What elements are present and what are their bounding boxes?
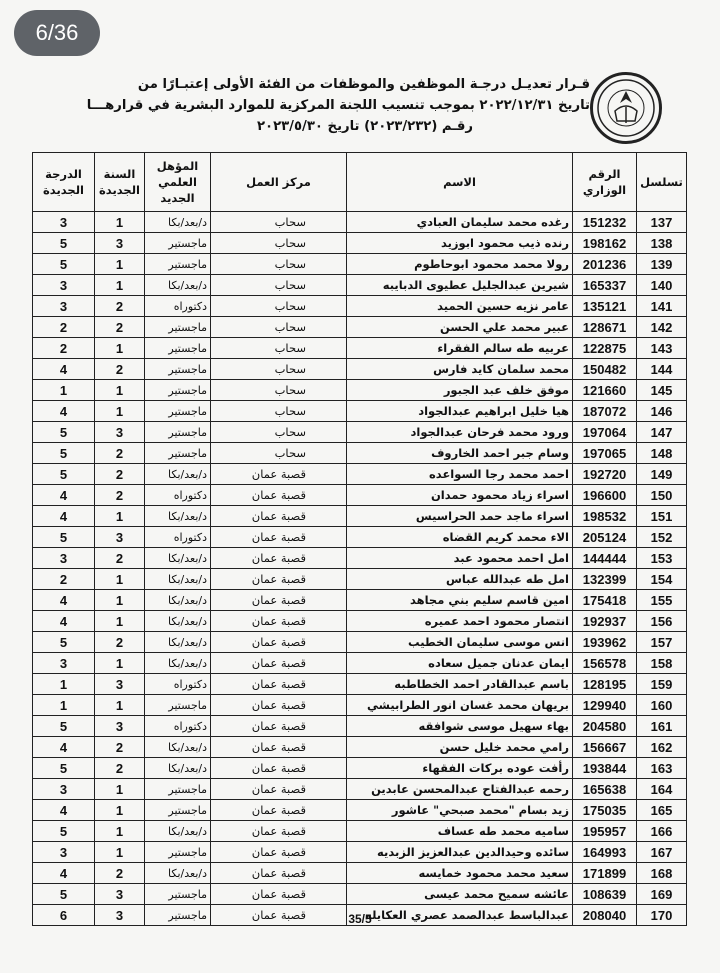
header-line-3: رقـم (٢٠٢٣/٢٣٢) تاريخ ٢٠٢٣/٥/٣٠ [256,119,474,134]
page-counter-badge: 6/36 [14,10,100,56]
cell-serial: 143 [637,338,687,359]
cell-grade: 5 [33,527,95,548]
cell-work-center: سحاب [211,212,347,233]
cell-grade: 5 [33,632,95,653]
cell-grade: 2 [33,569,95,590]
table-row [33,842,687,863]
cell-serial: 163 [637,758,687,779]
cell-work-center: سحاب [211,422,347,443]
cell-year: 1 [95,506,145,527]
cell-grade: 5 [33,233,95,254]
cell-grade: 1 [33,674,95,695]
cell-qualification: د/بعد/بكا [145,737,211,758]
cell-ministry-no: 198162 [573,233,637,254]
table-row [33,758,687,779]
cell-qualification: د/بعد/بكا [145,590,211,611]
cell-serial: 156 [637,611,687,632]
cell-name: اسراء زياد محمود حمدان [347,485,573,506]
table-row [33,695,687,716]
cell-qualification: د/بعد/بكا [145,212,211,233]
cell-year: 3 [95,905,145,926]
cell-ministry-no: 151232 [573,212,637,233]
cell-serial: 151 [637,506,687,527]
cell-serial: 142 [637,317,687,338]
cell-name: امل طه عبدالله عباس [347,569,573,590]
cell-ministry-no: 187072 [573,401,637,422]
col-serial: تسلسل [637,153,687,212]
cell-qualification: د/بعد/بكا [145,653,211,674]
cell-serial: 162 [637,737,687,758]
cell-year: 1 [95,800,145,821]
cell-work-center: قصبة عمان [211,632,347,653]
cell-ministry-no: 150482 [573,359,637,380]
cell-name: عبدالباسط عبدالصمد عصري العكايله [347,905,573,926]
cell-ministry-no: 198532 [573,506,637,527]
cell-name: شيرين عبدالجليل عطيوى الدبايبه [347,275,573,296]
cell-grade: 2 [33,338,95,359]
cell-ministry-no: 128195 [573,674,637,695]
cell-name: عربيه طه سالم الفقراء [347,338,573,359]
cell-grade: 5 [33,716,95,737]
cell-name: باسم عبدالقادر احمد الخطاطبه [347,674,573,695]
table-row [33,275,687,296]
cell-name: انتصار محمود احمد عميره [347,611,573,632]
cell-work-center: قصبة عمان [211,737,347,758]
cell-name: ايمان عدنان جميل سعاده [347,653,573,674]
cell-serial: 148 [637,443,687,464]
cell-serial: 170 [637,905,687,926]
table-row [33,380,687,401]
cell-grade: 4 [33,590,95,611]
cell-work-center: سحاب [211,380,347,401]
cell-serial: 158 [637,653,687,674]
table-row [33,254,687,275]
cell-serial: 137 [637,212,687,233]
cell-serial: 157 [637,632,687,653]
header-line-2: تاريخ ٢٠٢٢/١٢/٣١ بموجب تنسيب اللجنة المركزية للموارد البشرية في قرارهـــا [86,98,590,113]
cell-year: 2 [95,863,145,884]
cell-year: 3 [95,233,145,254]
cell-year: 2 [95,548,145,569]
cell-name: انس موسى سليمان الخطيب [347,632,573,653]
cell-serial: 161 [637,716,687,737]
cell-ministry-no: 196600 [573,485,637,506]
cell-grade: 5 [33,821,95,842]
cell-work-center: سحاب [211,338,347,359]
table-row [33,800,687,821]
cell-name: سعيد محمد محمود خمايسه [347,863,573,884]
cell-ministry-no: 197065 [573,443,637,464]
cell-ministry-no: 197064 [573,422,637,443]
cell-name: وسام جبر احمد الخاروف [347,443,573,464]
table-row [33,590,687,611]
cell-name: ورود محمد فرحان عبدالجواد [347,422,573,443]
cell-year: 1 [95,842,145,863]
cell-ministry-no: 156578 [573,653,637,674]
cell-year: 1 [95,611,145,632]
cell-name: سائده وحيدالدين عبدالعزيز الزبديه [347,842,573,863]
cell-qualification: د/بعد/بكا [145,863,211,884]
cell-year: 3 [95,716,145,737]
cell-qualification: دكتوراه [145,674,211,695]
cell-serial: 139 [637,254,687,275]
col-qualification: المؤهل العلمي الجديد [145,153,211,212]
cell-qualification: دكتوراه [145,296,211,317]
cell-serial: 145 [637,380,687,401]
col-grade: الدرجة الجديدة [33,153,95,212]
cell-work-center: سحاب [211,275,347,296]
table-row [33,611,687,632]
cell-qualification: ماجستير [145,401,211,422]
cell-work-center: سحاب [211,317,347,338]
ministry-emblem-icon [590,72,662,144]
cell-serial: 152 [637,527,687,548]
cell-grade: 4 [33,800,95,821]
cell-year: 1 [95,821,145,842]
cell-work-center: قصبة عمان [211,821,347,842]
cell-ministry-no: 165638 [573,779,637,800]
cell-serial: 165 [637,800,687,821]
cell-qualification: د/بعد/بكا [145,611,211,632]
cell-qualification: دكتوراه [145,527,211,548]
cell-serial: 154 [637,569,687,590]
col-year: السنة الجديدة [95,153,145,212]
cell-work-center: قصبة عمان [211,485,347,506]
cell-serial: 164 [637,779,687,800]
cell-year: 2 [95,485,145,506]
cell-work-center: قصبة عمان [211,905,347,926]
cell-grade: 5 [33,464,95,485]
cell-name: بهاء سهيل موسى شوافقه [347,716,573,737]
cell-name: هيا خليل ابراهيم عبدالجواد [347,401,573,422]
cell-work-center: قصبة عمان [211,674,347,695]
page-footer-number: 35/5 [348,912,372,926]
cell-work-center: قصبة عمان [211,800,347,821]
cell-serial: 147 [637,422,687,443]
cell-ministry-no: 175418 [573,590,637,611]
cell-qualification: د/بعد/بكا [145,632,211,653]
cell-qualification: د/بعد/بكا [145,548,211,569]
cell-name: امين قاسم سليم بني مجاهد [347,590,573,611]
cell-year: 2 [95,296,145,317]
cell-grade: 1 [33,695,95,716]
table-row [33,464,687,485]
cell-year: 1 [95,569,145,590]
table-row [33,632,687,653]
cell-year: 1 [95,653,145,674]
cell-serial: 153 [637,548,687,569]
table-row [33,317,687,338]
cell-name: ساميه محمد طه عساف [347,821,573,842]
cell-serial: 146 [637,401,687,422]
cell-qualification: ماجستير [145,233,211,254]
cell-name: رحمه عبدالفتاح عبدالمحسن عابدين [347,779,573,800]
cell-grade: 4 [33,737,95,758]
cell-ministry-no: 193844 [573,758,637,779]
cell-name: الاء محمد كريم القضاه [347,527,573,548]
cell-grade: 3 [33,275,95,296]
cell-ministry-no: 192937 [573,611,637,632]
cell-work-center: سحاب [211,401,347,422]
cell-grade: 4 [33,359,95,380]
cell-name: رولا محمد محمود ابوحاطوم [347,254,573,275]
cell-qualification: ماجستير [145,800,211,821]
cell-qualification: ماجستير [145,443,211,464]
cell-year: 1 [95,401,145,422]
cell-grade: 4 [33,401,95,422]
header-line-1: قـرار تعديـل درجـة الموظفين والموظفات من الفئة الأولى إعتبـارًا من [137,77,590,92]
cell-qualification: ماجستير [145,359,211,380]
cell-qualification: د/بعد/بكا [145,464,211,485]
table-row [33,233,687,254]
cell-work-center: سحاب [211,296,347,317]
cell-name: محمد سلمان كايد فارس [347,359,573,380]
cell-grade: 3 [33,296,95,317]
cell-work-center: قصبة عمان [211,611,347,632]
cell-name: زيد بسام "محمد صبحي" عاشور [347,800,573,821]
cell-work-center: قصبة عمان [211,527,347,548]
cell-grade: 5 [33,254,95,275]
cell-work-center: قصبة عمان [211,653,347,674]
cell-name: امل احمد محمود عبد [347,548,573,569]
cell-qualification: د/بعد/بكا [145,821,211,842]
cell-year: 2 [95,359,145,380]
cell-year: 2 [95,317,145,338]
cell-serial: 138 [637,233,687,254]
cell-qualification: د/بعد/بكا [145,758,211,779]
cell-serial: 144 [637,359,687,380]
cell-qualification: دكتوراه [145,485,211,506]
table-row [33,779,687,800]
table-row [33,674,687,695]
col-name: الاسم [347,153,573,212]
table-row [33,569,687,590]
cell-qualification: ماجستير [145,842,211,863]
cell-ministry-no: 175035 [573,800,637,821]
table-row [33,422,687,443]
cell-grade: 6 [33,905,95,926]
cell-qualification: ماجستير [145,779,211,800]
cell-ministry-no: 128671 [573,317,637,338]
cell-ministry-no: 108639 [573,884,637,905]
cell-qualification: ماجستير [145,884,211,905]
table-row [33,527,687,548]
cell-grade: 4 [33,506,95,527]
cell-ministry-no: 192720 [573,464,637,485]
cell-ministry-no: 121660 [573,380,637,401]
cell-ministry-no: 195957 [573,821,637,842]
cell-work-center: قصبة عمان [211,464,347,485]
cell-ministry-no: 205124 [573,527,637,548]
cell-work-center: قصبة عمان [211,884,347,905]
col-work-center: مركز العمل [211,153,347,212]
cell-work-center: قصبة عمان [211,716,347,737]
cell-year: 1 [95,695,145,716]
col-ministry-no: الرقم الوزاري [573,153,637,212]
cell-grade: 4 [33,485,95,506]
cell-serial: 149 [637,464,687,485]
cell-qualification: ماجستير [145,380,211,401]
cell-name: عامر نزيه حسين الحميد [347,296,573,317]
cell-name: رنده ذيب محمود ابوزيد [347,233,573,254]
cell-ministry-no: 156667 [573,737,637,758]
cell-ministry-no: 165337 [573,275,637,296]
table-row [33,338,687,359]
cell-ministry-no: 171899 [573,863,637,884]
cell-qualification: ماجستير [145,695,211,716]
cell-work-center: قصبة عمان [211,569,347,590]
cell-work-center: قصبة عمان [211,863,347,884]
cell-year: 1 [95,380,145,401]
cell-grade: 1 [33,380,95,401]
cell-serial: 141 [637,296,687,317]
cell-grade: 5 [33,422,95,443]
cell-name: بريهان محمد غسان انور الطرابيشي [347,695,573,716]
cell-work-center: سحاب [211,254,347,275]
cell-grade: 3 [33,779,95,800]
cell-ministry-no: 201236 [573,254,637,275]
table-row [33,548,687,569]
employees-table [32,152,687,926]
cell-ministry-no: 204580 [573,716,637,737]
cell-year: 1 [95,779,145,800]
table-row [33,506,687,527]
table-row [33,863,687,884]
cell-work-center: قصبة عمان [211,779,347,800]
table-row [33,821,687,842]
cell-name: عائشه سميح محمد عيسى [347,884,573,905]
cell-year: 1 [95,254,145,275]
cell-work-center: قصبة عمان [211,506,347,527]
cell-work-center: قصبة عمان [211,548,347,569]
cell-serial: 166 [637,821,687,842]
cell-qualification: د/بعد/بكا [145,569,211,590]
cell-name: موفق خلف عبد الجبور [347,380,573,401]
cell-serial: 159 [637,674,687,695]
table-row [33,443,687,464]
cell-ministry-no: 193962 [573,632,637,653]
cell-work-center: سحاب [211,443,347,464]
cell-grade: 5 [33,758,95,779]
cell-work-center: قصبة عمان [211,590,347,611]
cell-year: 3 [95,527,145,548]
cell-grade: 3 [33,212,95,233]
cell-year: 3 [95,422,145,443]
cell-name: احمد محمد رجا السواعده [347,464,573,485]
cell-name: اسراء ماجد حمد الحراسيس [347,506,573,527]
cell-ministry-no: 164993 [573,842,637,863]
table-row [33,401,687,422]
cell-ministry-no: 122875 [573,338,637,359]
cell-name: عبير محمد علي الحسن [347,317,573,338]
cell-year: 1 [95,212,145,233]
cell-qualification: د/بعد/بكا [145,506,211,527]
cell-ministry-no: 129940 [573,695,637,716]
cell-qualification: د/بعد/بكا [145,275,211,296]
cell-year: 3 [95,674,145,695]
cell-grade: 3 [33,653,95,674]
table-row [33,716,687,737]
cell-grade: 5 [33,884,95,905]
cell-work-center: سحاب [211,233,347,254]
cell-name: رامي محمد خليل حسن [347,737,573,758]
cell-grade: 3 [33,842,95,863]
cell-qualification: ماجستير [145,317,211,338]
table-row [33,653,687,674]
table-row [33,296,687,317]
cell-serial: 167 [637,842,687,863]
cell-year: 2 [95,632,145,653]
cell-name: رأفت عوده بركات الفقهاء [347,758,573,779]
cell-work-center: قصبة عمان [211,758,347,779]
cell-qualification: ماجستير [145,905,211,926]
cell-year: 2 [95,758,145,779]
cell-grade: 5 [33,443,95,464]
cell-year: 3 [95,884,145,905]
table-row [33,485,687,506]
cell-grade: 4 [33,863,95,884]
cell-qualification: ماجستير [145,422,211,443]
cell-work-center: قصبة عمان [211,842,347,863]
table-row [33,212,687,233]
table-row [33,737,687,758]
cell-year: 2 [95,464,145,485]
cell-qualification: دكتوراه [145,716,211,737]
cell-ministry-no: 144444 [573,548,637,569]
cell-work-center: قصبة عمان [211,695,347,716]
cell-serial: 168 [637,863,687,884]
cell-year: 1 [95,338,145,359]
cell-serial: 160 [637,695,687,716]
table-row [33,884,687,905]
cell-work-center: سحاب [211,359,347,380]
cell-qualification: ماجستير [145,338,211,359]
table-header-row [33,153,687,212]
cell-ministry-no: 135121 [573,296,637,317]
cell-year: 2 [95,737,145,758]
cell-serial: 150 [637,485,687,506]
decision-header [86,74,590,137]
cell-name: رغده محمد سليمان العبادي [347,212,573,233]
cell-serial: 155 [637,590,687,611]
cell-grade: 2 [33,317,95,338]
cell-ministry-no: 208040 [573,905,637,926]
cell-grade: 3 [33,548,95,569]
cell-ministry-no: 132399 [573,569,637,590]
table-row [33,359,687,380]
cell-serial: 140 [637,275,687,296]
cell-serial: 169 [637,884,687,905]
cell-year: 2 [95,443,145,464]
cell-grade: 4 [33,611,95,632]
cell-year: 1 [95,590,145,611]
cell-year: 1 [95,275,145,296]
cell-qualification: ماجستير [145,254,211,275]
